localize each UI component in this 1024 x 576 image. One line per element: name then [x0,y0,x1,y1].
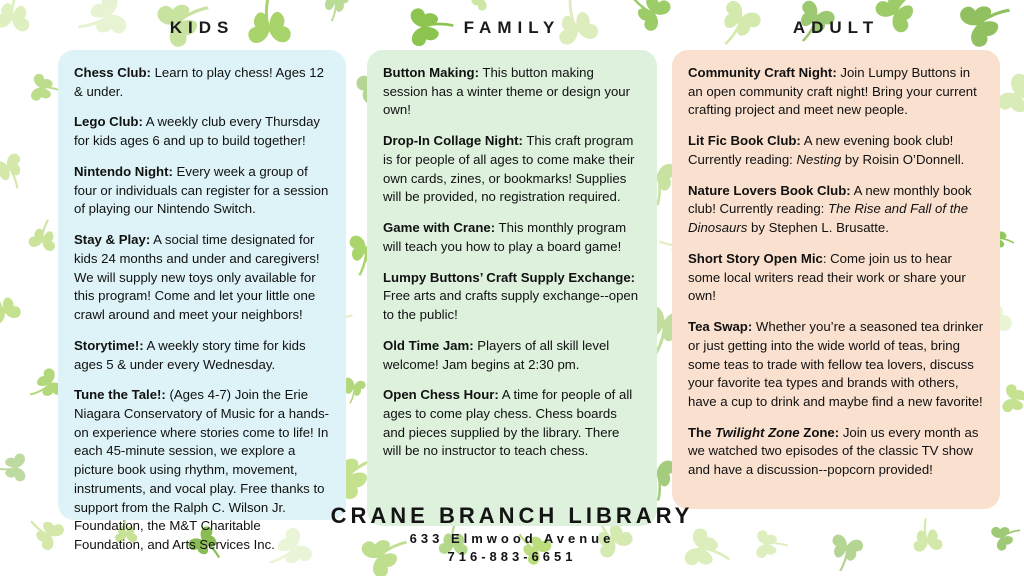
column-title-family: FAMILY [463,18,561,37]
library-address: 633 Elmwood Avenue [409,531,615,546]
program-entry [383,64,641,120]
program-description: Join Lumpy Buttons in an open community craft night! Bring your current crafting project and meet new people. [688,65,977,118]
program-description-cont: Join us every month as we watched two episodes of the classic TV show and have a discussion--popcorn provided! [688,424,979,478]
program-title: Lumpy Buttons’ Craft Supply Exchange: [383,269,636,285]
program-title: Stay & Play: [74,232,151,248]
footer [0,503,1024,564]
program-entry [383,132,641,207]
program-title: Nature Lovers Book Club: [688,182,851,198]
program-description: This craft program is for people of all ages to come make their own cards, zines, or bookmarks! Supplies will be provided, no registration required. [383,133,635,205]
program-entry [688,250,984,306]
program-entry [383,337,641,374]
program-description-cont: by Roisin O’Donnell. [841,151,965,167]
library-name: CRANE BRANCH LIBRARY [330,503,694,528]
program-description: Free arts and crafts supply exchange--open to the public! [383,288,639,323]
program-title: The [688,424,716,440]
book-title: The Rise and Fall of the Dinosaurs [688,201,969,236]
program-entry [688,64,984,120]
program-description: This monthly program will teach you how to play a board game! [383,220,627,254]
column-adult [672,18,1000,509]
program-entry [688,182,984,238]
program-description: A new evening book club! Currently reading: [688,133,954,167]
program-entry [74,231,330,325]
program-description: Players of all skill level welcome! Jam begins at 2:30 pm. [383,337,610,372]
program-description: A weekly club every Thursday for kids ages 6 and up to build together! [74,114,321,149]
program-description: This button making session has a winter theme or design your own! [383,65,631,118]
program-description: A new monthly book club! Currently reading: [688,182,972,217]
program-description: Learn to play chess! Ages 12 & under. [74,65,324,99]
program-description: A social time designated for kids 24 months and under and caregivers! We will supply new toys only available for this program! Come and let your little one crawl around and meet your neighbors! [74,232,320,323]
column-family [367,18,657,526]
column-kids [58,18,346,553]
program-entry [688,318,984,412]
program-description: A weekly story time for kids ages 5 & under every Wednesday. [74,337,306,372]
program-title: Old Time Jam: [383,337,474,353]
program-title: Drop-In Collage Night: [383,133,523,149]
program-description: Every week a group of four or individuals can register for a session of playing our Nintendo Switch. [74,163,329,217]
program-description: Whether you’re a seasoned tea drinker or just getting into the wide world of teas, bring some teas to trade with fellow tea lovers, discuss your favorite tea types and brands with others, have a cup to drink and maybe find a new favorite! [688,319,984,410]
program-entry [74,337,330,374]
program-entry [383,386,641,461]
panel-kids [58,50,346,553]
program-description: (Ages 4-7) Join the Erie Niagara Conservatory of Music for a hands-on experience where stories come to life! In each 45-minute session, we explore a picture book using rhythm, movement, instruments, and vocal play. Free thanks to support from the Ralph C. Wilson Jr. Foundation, the M&T Charitable Foundation, and Arts Services Inc. [74,387,330,553]
program-entry [688,424,984,480]
program-title: Button Making: [383,65,479,80]
program-title: Lit Fic Book Club: [688,133,801,149]
program-title: Tea Swap: [688,319,753,335]
program-title: Nintendo Night: [74,163,173,179]
program-entry [74,163,330,219]
program-title: Tune the Tale!: [74,387,166,403]
column-title-adult: ADULT [792,18,880,37]
program-title: Chess Club: [74,65,151,80]
column-title-kids: KIDS [169,18,235,37]
program-description: : Come join us to hear some local writers read their work or share your own! [688,250,966,304]
panel-adult [672,50,1000,509]
program-title: Short Story Open Mic [688,250,823,266]
program-description-cont: by Stephen L. Brusatte. [747,220,889,236]
program-title-cont: Zone: [799,424,840,440]
program-title: Game with Crane: [383,220,496,236]
book-title: Nesting [796,151,842,167]
program-entry [383,219,641,256]
program-title: Open Chess Hour: [383,387,499,403]
program-entry [688,132,984,169]
program-title: Community Craft Night: [688,65,837,80]
program-title: Lego Club: [74,114,143,130]
program-title: Storytime!: [74,337,144,353]
panel-family [367,50,657,526]
program-entry [383,269,641,325]
program-description: A time for people of all ages to come play chess. Chess boards and pieces supplied by the library. There will be no instructor to teach chess. [383,387,633,459]
program-entry [74,64,330,101]
program-entry [74,113,330,150]
program-title-italic: Twilight Zone [715,424,800,440]
library-phone: 716-883-6651 [447,549,577,564]
